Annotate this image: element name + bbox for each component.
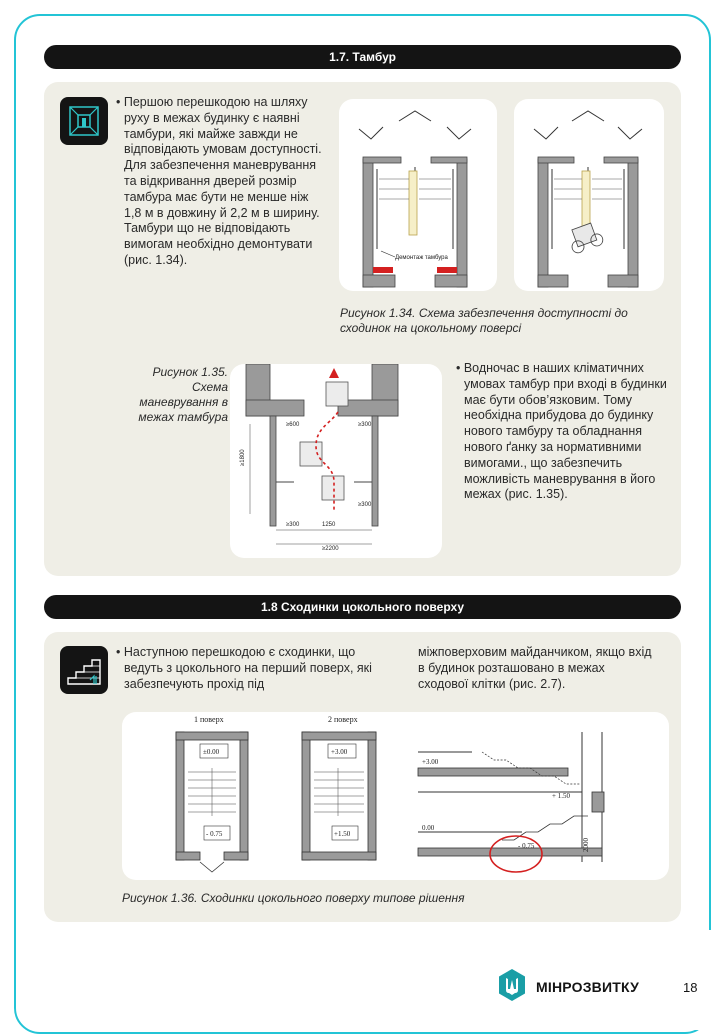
trident-logo	[497, 968, 527, 1002]
figure-136-image	[122, 712, 669, 880]
stairs-paragraph-1: • Наступною перешкодою є сходинки, що ведуть з цокольного на перший поверх, які забезпечують прохід під	[116, 645, 372, 691]
figure-134-after	[514, 99, 664, 291]
vestibule-paragraph-2: • Водночас в наших кліматичних умовах тамбур при вході в будинки має бути обов’язковим. Тому необхідна прибудова до будинку нового тамбуру та обладнання нового ґанку за нормативними вимогами., що забезпечить можливість маневрування в його межах (рис. 1.35).	[456, 361, 667, 502]
plan-2-level-bottom: +1.50	[334, 830, 351, 838]
dim-300-right: ≥300	[358, 502, 372, 508]
page-number: 18	[683, 980, 698, 995]
dim-300-bottom: ≥300	[286, 522, 300, 528]
figure-135-image	[230, 364, 442, 558]
section-level-075: - 0.75	[518, 842, 535, 850]
vestibule-panel	[44, 82, 681, 576]
dim-300-top: ≥300	[358, 422, 372, 428]
section-dimension: 2000	[582, 838, 590, 852]
plan-1-level-bottom: - 0.75	[206, 830, 223, 838]
section-level-300: +3.00	[422, 758, 439, 766]
section-title-basement-stairs: 1.8 Сходинки цокольного поверху	[44, 595, 681, 619]
dim-600: ≥600	[286, 422, 300, 428]
figure-134-before	[339, 99, 497, 291]
stairs-paragraph-2: міжповерховим майданчиком, якщо вхід в будинок розташовано в межах сходової клітки (рис. 2.7).	[418, 645, 652, 691]
demolish-vestibule-label: Демонтаж тамбура	[395, 255, 448, 261]
vestibule-paragraph-1: • Першою перешкодою на шляху руху в межах будинку є наявні тамбури, які майже завжди не відповідають умовам доступності. Для забезпечення маневрування та відкривання дверей розмір тамбура має бути не менше ніж 1,8 м в довжину й 2,2 м в ширину. Тамбури що не відповідають вимогам необхідно демонтувати (рис. 1.34).	[116, 95, 322, 267]
stairs-icon	[60, 646, 108, 694]
dim-2200: ≥2200	[322, 546, 339, 552]
brand-name: МІНРОЗВИТКУ	[536, 979, 640, 995]
plan-1-level-top: ±0.00	[203, 748, 220, 756]
figure-136-caption: Рисунок 1.36. Сходинки цокольного поверху типове рішення	[122, 891, 465, 905]
plan-1-title: 1 поверх	[194, 715, 224, 724]
section-title-vestibule: 1.7. Тамбур	[44, 45, 681, 69]
basement-stairs-panel	[44, 632, 681, 922]
section-level-000: 0.00	[422, 824, 435, 832]
dim-1800: ≥1800	[240, 449, 246, 466]
corridor-icon	[60, 97, 108, 145]
section-level-150: + 1.50	[552, 792, 570, 800]
plan-2-level-top: +3.00	[331, 748, 348, 756]
plan-2-title: 2 поверх	[328, 715, 358, 724]
figure-134-caption: Рисунок 1.34. Схема забезпечення доступності до сходинок на цокольному поверсі	[340, 306, 628, 335]
dim-1250: 1250	[322, 522, 336, 528]
figure-135-caption: Рисунок 1.35. Схема маневрування в межах тамбура	[138, 365, 228, 424]
